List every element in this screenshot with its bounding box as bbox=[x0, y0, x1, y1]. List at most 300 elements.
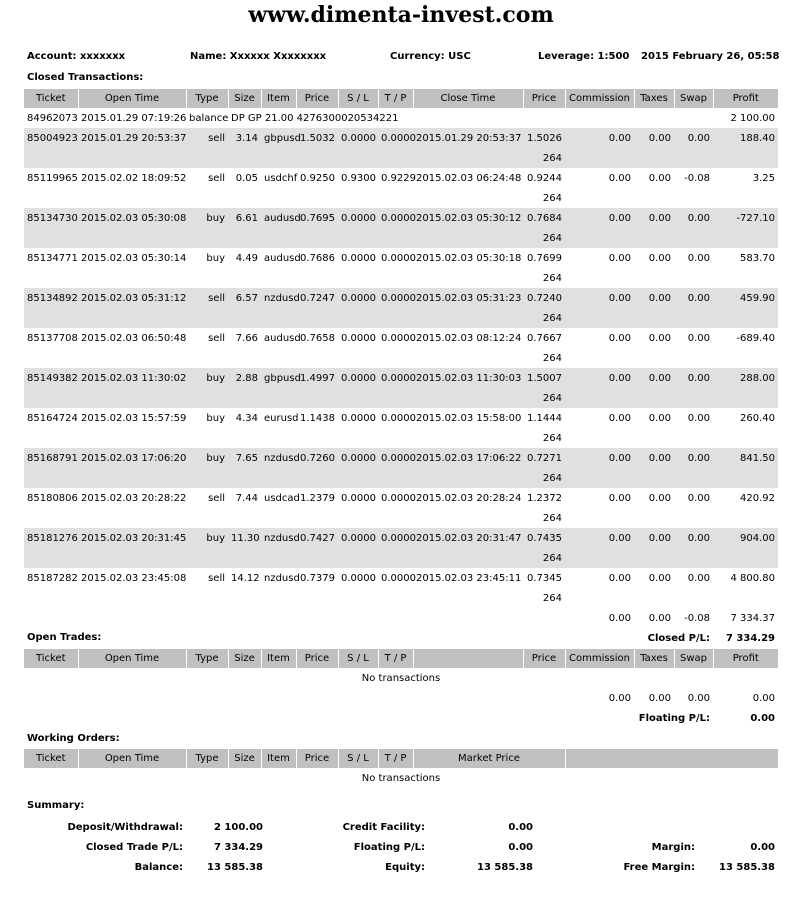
sl-cell: 0.0000 bbox=[338, 368, 378, 388]
table-cell bbox=[24, 628, 634, 648]
column-header: Item bbox=[261, 649, 296, 668]
close-time-cell: 2015.02.03 20:28:24 bbox=[416, 492, 522, 504]
column-header: Size bbox=[228, 749, 261, 768]
subrow-value: 264 bbox=[542, 272, 562, 284]
open-time-cell: 2015.02.03 23:45:08 bbox=[81, 572, 187, 584]
table-cell bbox=[523, 108, 713, 128]
table-cell bbox=[565, 548, 778, 568]
close-time-cell: 2015.02.03 05:30:18 bbox=[416, 252, 522, 264]
open-time-cell: 2015.02.03 05:31:12 bbox=[78, 288, 186, 308]
close-time-cell: 2015.02.03 08:12:24 bbox=[416, 332, 522, 344]
close-time-cell: 2015.02.03 15:58:00 bbox=[416, 412, 522, 424]
column-header: Open Time bbox=[78, 89, 186, 108]
total-swap: 0.00 bbox=[687, 692, 710, 704]
total-commission: 0.00 bbox=[608, 612, 631, 624]
deposit-value: 2 100.00 bbox=[213, 821, 263, 833]
ticket-cell: 85137708 bbox=[27, 332, 78, 344]
transaction-subrow bbox=[24, 348, 778, 368]
type-cell: balance bbox=[189, 112, 229, 124]
price-cell: 0.7686 bbox=[300, 252, 335, 264]
tp-cell: 0.0000 bbox=[378, 208, 413, 228]
sl-cell: 0.0000 bbox=[338, 448, 378, 468]
open-time-cell: 2015.02.03 06:50:48 bbox=[81, 332, 187, 344]
table-cell bbox=[24, 688, 565, 708]
balance-value: 13 585.38 bbox=[207, 861, 263, 873]
profit-cell: 2 100.00 bbox=[730, 112, 775, 124]
total-taxes: 0.00 bbox=[648, 612, 671, 624]
sl-cell: 0.0000 bbox=[338, 528, 378, 548]
close-price-cell: 1.1444 bbox=[527, 412, 562, 424]
type-cell: buy bbox=[186, 368, 228, 388]
table-cell bbox=[24, 548, 523, 568]
floating-pl-value: 0.00 bbox=[508, 841, 533, 853]
table-cell bbox=[565, 588, 778, 608]
account-info-row bbox=[0, 51, 802, 67]
table-header-row bbox=[24, 649, 778, 668]
commission-cell: 0.00 bbox=[608, 412, 631, 424]
transaction-row bbox=[24, 328, 778, 348]
deposit-label: Deposit/Withdrawal: bbox=[67, 821, 183, 833]
swap-cell: 0.00 bbox=[674, 528, 713, 548]
table-cell bbox=[565, 308, 778, 328]
swap-cell: 0.00 bbox=[674, 128, 713, 148]
floating-pl-value: 0.00 bbox=[750, 712, 775, 724]
transaction-row bbox=[24, 488, 778, 508]
open-time-cell: 2015.01.29 07:19:26 bbox=[81, 112, 187, 124]
item-cell: nzdusd bbox=[264, 572, 300, 584]
column-header: T / P bbox=[378, 749, 413, 768]
closed-transactions-label: Closed Transactions: bbox=[27, 72, 144, 83]
transaction-subrow bbox=[24, 188, 778, 208]
close-time-cell: 2015.01.29 20:53:37 bbox=[413, 128, 523, 148]
open-trades-label: Open Trades: bbox=[27, 632, 102, 643]
column-header: Taxes bbox=[634, 89, 674, 108]
price-cell: 0.7427 bbox=[296, 528, 338, 548]
tp-cell: 0.0000 bbox=[378, 128, 413, 148]
column-header: Market Price bbox=[413, 749, 565, 768]
open-time-cell: 2015.02.03 17:06:20 bbox=[78, 448, 186, 468]
profit-cell: -727.10 bbox=[713, 208, 778, 228]
closed-trade-pl-label: Closed Trade P/L: bbox=[85, 841, 183, 853]
account-number: Account: xxxxxxx bbox=[27, 51, 126, 62]
commission-cell: 0.00 bbox=[608, 332, 631, 344]
column-header bbox=[565, 749, 778, 768]
column-header bbox=[413, 649, 523, 668]
table-cell bbox=[24, 608, 565, 628]
column-header: Price bbox=[523, 89, 565, 108]
margin-value: 0.00 bbox=[750, 841, 775, 853]
floating-pl-label: Floating P/L: bbox=[353, 841, 425, 853]
table-cell bbox=[24, 388, 523, 408]
transaction-subrow bbox=[24, 388, 778, 408]
close-price-cell: 1.5007 bbox=[523, 368, 565, 388]
close-price-cell: 1.5026 bbox=[523, 128, 565, 148]
table-header-row bbox=[24, 89, 778, 108]
close-price-cell: 0.9244 bbox=[527, 172, 562, 184]
profit-cell: 420.92 bbox=[740, 492, 775, 504]
transaction-row bbox=[24, 448, 778, 468]
total-profit: 7 334.37 bbox=[730, 612, 775, 624]
size-cell: 6.57 bbox=[228, 288, 261, 308]
profit-cell: -689.40 bbox=[736, 332, 775, 344]
transaction-row bbox=[24, 248, 778, 268]
close-price-cell: 0.7684 bbox=[523, 208, 565, 228]
table-cell bbox=[24, 188, 523, 208]
closed-pl-label: Closed P/L: bbox=[647, 632, 710, 644]
subrow-value: 264 bbox=[523, 548, 565, 568]
close-time-cell: 2015.02.03 11:30:03 bbox=[413, 368, 523, 388]
account-leverage: Leverage: 1:500 bbox=[538, 51, 630, 62]
column-header: Item bbox=[261, 89, 296, 108]
commission-cell: 0.00 bbox=[565, 528, 634, 548]
column-header: Profit bbox=[713, 89, 778, 108]
transaction-subrow bbox=[24, 228, 778, 248]
subrow-value: 264 bbox=[523, 148, 565, 168]
ticket-cell: 85168791 bbox=[24, 448, 78, 468]
item-cell: audusd bbox=[261, 208, 296, 228]
transaction-row bbox=[24, 128, 778, 148]
column-header: Open Time bbox=[78, 649, 186, 668]
commission-cell: 0.00 bbox=[608, 572, 631, 584]
commission-cell: 0.00 bbox=[565, 208, 634, 228]
price-cell: 1.4997 bbox=[296, 368, 338, 388]
column-header: Ticket bbox=[24, 749, 78, 768]
column-header: Taxes bbox=[634, 649, 674, 668]
close-price-cell: 1.2372 bbox=[527, 492, 562, 504]
column-header: Item bbox=[261, 749, 296, 768]
size-cell: 6.61 bbox=[228, 208, 261, 228]
table-cell bbox=[565, 428, 778, 448]
profit-cell: 260.40 bbox=[740, 412, 775, 424]
size-cell: 4.34 bbox=[235, 412, 258, 424]
no-transactions-text: No transactions bbox=[361, 772, 441, 784]
table-cell bbox=[565, 148, 778, 168]
ticket-cell: 85187282 bbox=[27, 572, 78, 584]
transaction-row bbox=[24, 568, 778, 588]
ticket-cell: 85134730 bbox=[24, 208, 78, 228]
taxes-cell: 0.00 bbox=[648, 412, 671, 424]
transaction-subrow bbox=[24, 548, 778, 568]
column-header: Price bbox=[523, 649, 565, 668]
table-cell bbox=[24, 268, 523, 288]
closed-transactions-table bbox=[24, 89, 778, 648]
tp-cell: 0.9229 bbox=[381, 172, 416, 184]
type-cell: buy bbox=[186, 208, 228, 228]
transaction-row bbox=[24, 408, 778, 428]
open-time-cell: 2015.02.03 20:31:45 bbox=[78, 528, 186, 548]
taxes-cell: 0.00 bbox=[648, 332, 671, 344]
summary-empty bbox=[698, 817, 778, 837]
transaction-subrow bbox=[24, 308, 778, 328]
tp-cell: 0.0000 bbox=[381, 332, 416, 344]
margin-label: Margin: bbox=[651, 841, 695, 853]
taxes-cell: 0.00 bbox=[634, 128, 674, 148]
swap-cell: 0.00 bbox=[674, 208, 713, 228]
open-trades-table bbox=[24, 649, 778, 728]
column-header: Type bbox=[186, 89, 228, 108]
table-cell bbox=[565, 268, 778, 288]
free-margin-label: Free Margin: bbox=[623, 861, 695, 873]
item-cell: nzdusd bbox=[261, 288, 296, 308]
closed-trade-pl-value: 7 334.29 bbox=[213, 841, 263, 853]
item-cell: nzdusd bbox=[261, 528, 296, 548]
price-cell: 0.7379 bbox=[300, 572, 335, 584]
column-header: Ticket bbox=[24, 649, 78, 668]
balance-row bbox=[24, 108, 778, 128]
item-cell: nzdusd bbox=[261, 448, 296, 468]
swap-cell: 0.00 bbox=[687, 572, 710, 584]
total-profit: 0.00 bbox=[752, 692, 775, 704]
transaction-subrow bbox=[24, 468, 778, 488]
subrow-value: 264 bbox=[542, 512, 562, 524]
summary-row bbox=[24, 857, 778, 877]
table-cell bbox=[565, 188, 778, 208]
total-taxes: 0.00 bbox=[648, 692, 671, 704]
size-cell: 3.14 bbox=[228, 128, 261, 148]
table-cell bbox=[565, 388, 778, 408]
commission-cell: 0.00 bbox=[565, 448, 634, 468]
summary-row bbox=[24, 837, 778, 857]
subrow-value: 264 bbox=[523, 388, 565, 408]
column-header: Price bbox=[296, 749, 338, 768]
size-cell: 2.88 bbox=[228, 368, 261, 388]
type-cell: sell bbox=[208, 332, 225, 344]
item-cell: usdcad bbox=[264, 492, 300, 504]
taxes-cell: 0.00 bbox=[648, 252, 671, 264]
open-time-cell: 2015.02.03 20:28:22 bbox=[81, 492, 187, 504]
credit-facility-label: Credit Facility: bbox=[342, 821, 425, 833]
commission-cell: 0.00 bbox=[565, 128, 634, 148]
empty-row bbox=[24, 668, 778, 688]
taxes-cell: 0.00 bbox=[634, 288, 674, 308]
column-header: S / L bbox=[338, 89, 378, 108]
ticket-cell: 84962073 bbox=[27, 112, 78, 124]
open-time-cell: 2015.02.03 15:57:59 bbox=[81, 412, 187, 424]
sl-cell: 0.0000 bbox=[341, 252, 376, 264]
table-cell bbox=[24, 228, 523, 248]
ticket-cell: 85149382 bbox=[24, 368, 78, 388]
subrow-value: 264 bbox=[542, 192, 562, 204]
close-time-cell: 2015.02.03 23:45:11 bbox=[416, 572, 522, 584]
column-header: T / P bbox=[378, 89, 413, 108]
tp-cell: 0.0000 bbox=[378, 528, 413, 548]
taxes-cell: 0.00 bbox=[634, 448, 674, 468]
profit-cell: 841.50 bbox=[713, 448, 778, 468]
table-header-row bbox=[24, 749, 778, 768]
taxes-cell: 0.00 bbox=[634, 208, 674, 228]
type-cell: sell bbox=[208, 172, 225, 184]
comment-cell: DP GP 21.00 4276300020534221 bbox=[231, 112, 399, 124]
taxes-cell: 0.00 bbox=[634, 528, 674, 548]
table-cell bbox=[24, 468, 523, 488]
close-price-cell: 0.7240 bbox=[523, 288, 565, 308]
taxes-cell: 0.00 bbox=[634, 368, 674, 388]
commission-cell: 0.00 bbox=[608, 492, 631, 504]
profit-cell: 583.70 bbox=[740, 252, 775, 264]
ticket-cell: 85134771 bbox=[27, 252, 78, 264]
subrow-value: 264 bbox=[542, 432, 562, 444]
close-time-cell: 2015.02.03 17:06:22 bbox=[413, 448, 523, 468]
ticket-cell: 85004923 bbox=[24, 128, 78, 148]
transaction-row bbox=[24, 528, 778, 548]
table-cell bbox=[24, 588, 523, 608]
close-price-cell: 0.7699 bbox=[527, 252, 562, 264]
total-swap: -0.08 bbox=[684, 612, 710, 624]
ticket-cell: 85181276 bbox=[24, 528, 78, 548]
profit-cell: 188.40 bbox=[713, 128, 778, 148]
floating-pl-label: Floating P/L: bbox=[638, 712, 710, 724]
open-time-cell: 2015.02.03 05:30:14 bbox=[81, 252, 187, 264]
column-header: T / P bbox=[378, 649, 413, 668]
column-header: Swap bbox=[674, 649, 713, 668]
close-price-cell: 0.7345 bbox=[527, 572, 562, 584]
price-cell: 1.2379 bbox=[300, 492, 335, 504]
ticket-cell: 85164724 bbox=[27, 412, 78, 424]
subrow-value: 264 bbox=[523, 308, 565, 328]
report-date: 2015 February 26, 05:58 bbox=[641, 51, 780, 62]
price-cell: 0.9250 bbox=[300, 172, 335, 184]
sl-cell: 0.0000 bbox=[338, 128, 378, 148]
credit-facility-value: 0.00 bbox=[508, 821, 533, 833]
column-header: Price bbox=[296, 89, 338, 108]
type-cell: sell bbox=[208, 572, 225, 584]
size-cell: 0.05 bbox=[235, 172, 258, 184]
account-currency: Currency: USC bbox=[390, 51, 471, 62]
profit-cell: 459.90 bbox=[713, 288, 778, 308]
open-time-cell: 2015.02.03 05:30:08 bbox=[78, 208, 186, 228]
totals-row bbox=[24, 608, 778, 628]
equity-label: Equity: bbox=[385, 861, 425, 873]
close-price-cell: 0.7271 bbox=[523, 448, 565, 468]
tp-cell: 0.0000 bbox=[381, 572, 416, 584]
close-price-cell: 0.7435 bbox=[523, 528, 565, 548]
column-header: Close Time bbox=[413, 89, 523, 108]
floating-pl-row bbox=[24, 708, 778, 728]
open-time-cell: 2015.01.29 20:53:37 bbox=[78, 128, 186, 148]
close-time-cell: 2015.02.03 05:30:12 bbox=[413, 208, 523, 228]
tp-cell: 0.0000 bbox=[381, 252, 416, 264]
type-cell: sell bbox=[186, 128, 228, 148]
swap-cell: 0.00 bbox=[674, 288, 713, 308]
table-cell bbox=[565, 348, 778, 368]
swap-cell: 0.00 bbox=[674, 368, 713, 388]
size-cell: 7.65 bbox=[228, 448, 261, 468]
transaction-row bbox=[24, 368, 778, 388]
tp-cell: 0.0000 bbox=[378, 448, 413, 468]
taxes-cell: 0.00 bbox=[648, 572, 671, 584]
column-header: S / L bbox=[338, 649, 378, 668]
tp-cell: 0.0000 bbox=[381, 492, 416, 504]
type-cell: sell bbox=[208, 492, 225, 504]
column-header: Commission bbox=[565, 649, 634, 668]
column-header: Price bbox=[296, 649, 338, 668]
transaction-subrow bbox=[24, 508, 778, 528]
transaction-subrow bbox=[24, 428, 778, 448]
price-cell: 0.7260 bbox=[296, 448, 338, 468]
balance-label: Balance: bbox=[134, 861, 183, 873]
sl-cell: 0.0000 bbox=[338, 288, 378, 308]
price-cell: 0.7695 bbox=[296, 208, 338, 228]
column-header: Type bbox=[186, 649, 228, 668]
item-cell: eurusd bbox=[264, 412, 299, 424]
type-cell: buy bbox=[206, 252, 225, 264]
column-header: Size bbox=[228, 649, 261, 668]
sl-cell: 0.0000 bbox=[341, 572, 376, 584]
close-time-cell: 2015.02.03 05:31:23 bbox=[413, 288, 523, 308]
open-time-cell: 2015.02.03 11:30:02 bbox=[78, 368, 186, 388]
size-cell: 4.49 bbox=[235, 252, 258, 264]
ticket-cell: 85119965 bbox=[27, 172, 78, 184]
transaction-subrow bbox=[24, 588, 778, 608]
table-cell bbox=[24, 348, 523, 368]
free-margin-value: 13 585.38 bbox=[719, 861, 775, 873]
working-orders-table bbox=[24, 749, 778, 788]
taxes-cell: 0.00 bbox=[648, 172, 671, 184]
profit-cell: 4 800.80 bbox=[730, 572, 775, 584]
type-cell: sell bbox=[186, 288, 228, 308]
sl-cell: 0.9300 bbox=[341, 172, 376, 184]
site-title: www.dimenta-invest.com bbox=[248, 2, 554, 28]
subrow-value: 264 bbox=[542, 352, 562, 364]
swap-cell: 0.00 bbox=[687, 492, 710, 504]
type-cell: buy bbox=[186, 448, 228, 468]
table-cell bbox=[565, 228, 778, 248]
sl-cell: 0.0000 bbox=[341, 332, 376, 344]
commission-cell: 0.00 bbox=[565, 368, 634, 388]
transaction-subrow bbox=[24, 148, 778, 168]
column-header: Ticket bbox=[24, 89, 78, 108]
open-time-cell: 2015.02.02 18:09:52 bbox=[81, 172, 187, 184]
transaction-row bbox=[24, 168, 778, 188]
equity-value: 13 585.38 bbox=[477, 861, 533, 873]
transaction-row bbox=[24, 208, 778, 228]
item-cell: usdchf bbox=[264, 172, 298, 184]
commission-cell: 0.00 bbox=[608, 172, 631, 184]
size-cell: 7.44 bbox=[235, 492, 258, 504]
sl-cell: 0.0000 bbox=[338, 208, 378, 228]
summary-row bbox=[24, 817, 778, 837]
column-header: Size bbox=[228, 89, 261, 108]
closed-pl-row bbox=[24, 628, 778, 648]
swap-cell: 0.00 bbox=[674, 448, 713, 468]
swap-cell: -0.08 bbox=[684, 172, 710, 184]
type-cell: buy bbox=[206, 412, 225, 424]
table-cell bbox=[565, 468, 778, 488]
column-header: Swap bbox=[674, 89, 713, 108]
column-header: Profit bbox=[713, 649, 778, 668]
closed-pl-value: 7 334.29 bbox=[725, 632, 775, 644]
size-cell: 7.66 bbox=[235, 332, 258, 344]
price-cell: 0.7658 bbox=[300, 332, 335, 344]
price-cell: 1.5032 bbox=[296, 128, 338, 148]
totals-row bbox=[24, 688, 778, 708]
column-header: Open Time bbox=[78, 749, 186, 768]
close-time-cell: 2015.02.03 06:24:48 bbox=[416, 172, 522, 184]
tp-cell: 0.0000 bbox=[378, 368, 413, 388]
commission-cell: 0.00 bbox=[608, 252, 631, 264]
size-cell: 14.12 bbox=[231, 572, 260, 584]
sl-cell: 0.0000 bbox=[341, 412, 376, 424]
price-cell: 0.7247 bbox=[296, 288, 338, 308]
sl-cell: 0.0000 bbox=[341, 492, 376, 504]
account-name: Name: Xxxxxx Xxxxxxxx bbox=[190, 51, 327, 62]
profit-cell: 904.00 bbox=[713, 528, 778, 548]
column-header: Commission bbox=[565, 89, 634, 108]
table-cell bbox=[24, 428, 523, 448]
item-cell: gbpusd bbox=[261, 128, 296, 148]
summary-table bbox=[24, 817, 778, 877]
summary-label: Summary: bbox=[27, 800, 85, 811]
